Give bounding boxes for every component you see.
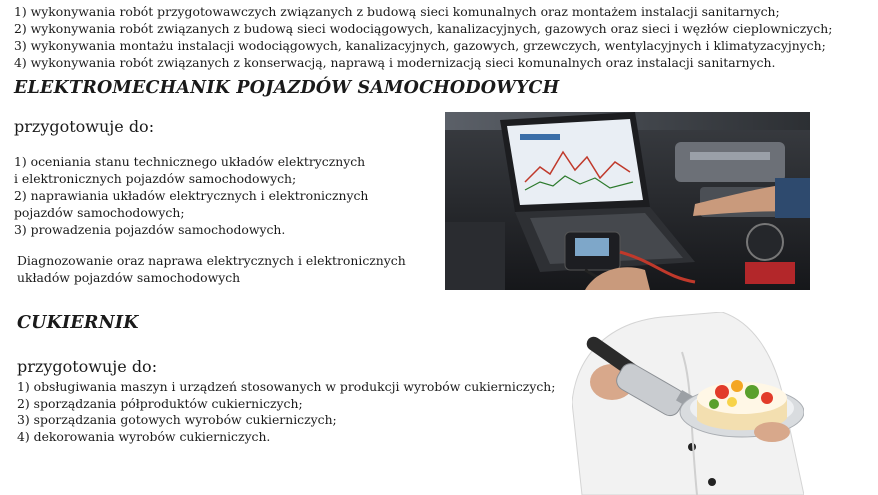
section-heading-cukiernik: CUKIERNIK (17, 313, 139, 333)
top-item-2: 2) wykonywania robót związanych z budową sieci wodociągowych, kanalizacyjnych, gazowych oraz sieci i węzłów cieplowniczych; (14, 21, 833, 36)
elektro-item: pojazdów samochodowych; (14, 205, 185, 220)
car-diagnostics-photo (445, 112, 810, 290)
cukiernik-item: 1) obsługiwania maszyn i urządzeń stosowanych w produkcji wyrobów cukierniczych; (17, 379, 556, 394)
photo-caption: Diagnozowanie oraz naprawa elektrycznych i elektronicznych (17, 253, 406, 268)
photo-caption: układów pojazdów samochodowych (17, 270, 241, 285)
top-item-1: 1) wykonywania robót przygotowawczych związanych z budową sieci komunalnych oraz montażem instalacji sanitarnych; (14, 4, 780, 19)
elektro-item: 3) prowadzenia pojazdów samochodowych. (14, 222, 286, 237)
elektro-item: 2) naprawiania układów elektrycznych i elektronicznych (14, 188, 369, 203)
cukiernik-item: 2) sporządzania półproduktów cukierniczych; (17, 396, 303, 411)
elektro-item: i elektronicznych pojazdów samochodowych; (14, 171, 297, 186)
cukiernik-item: 3) sporządzania gotowych wyrobów cukierniczych; (17, 412, 337, 427)
top-item-4: 4) wykonywania robót związanych z konserwacją, naprawą i modernizacją sieci komunalnych oraz instalacji sanitarnych. (14, 55, 776, 70)
cukiernik-item: 4) dekorowania wyrobów cukierniczych. (17, 429, 271, 444)
section-heading-elektromechanik: ELEKTROMECHANIK POJAZDÓW SAMOCHODOWYCH (14, 78, 560, 98)
prepares-for-label: przygotowuje do: (17, 357, 158, 376)
top-item-3: 3) wykonywania montażu instalacji wodociągowych, kanalizacyjnych, gazowych, grzewczych, wentylacyjnych i klimatyzacyjnych; (14, 38, 826, 53)
confectioner-photo (572, 312, 804, 495)
elektro-item: 1) oceniania stanu technicznego układów elektrycznych (14, 154, 366, 169)
prepares-for-label: przygotowuje do: (14, 117, 155, 136)
